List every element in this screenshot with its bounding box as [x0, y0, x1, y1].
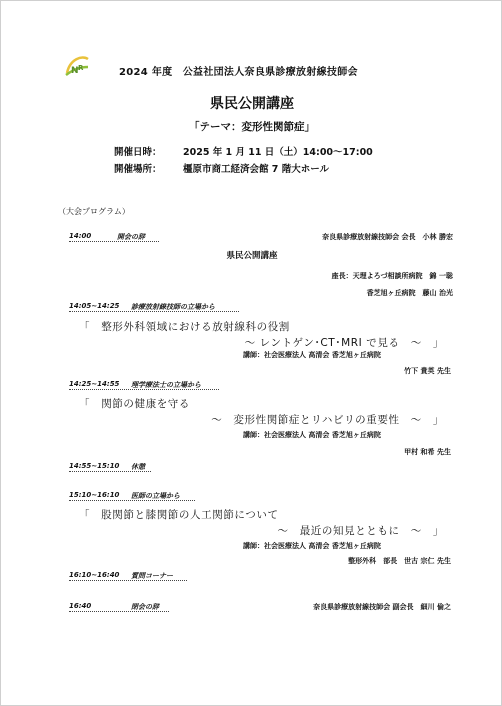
- session3-role: 医師の立場から: [131, 492, 180, 500]
- session2-title-line1: 「 関節の健康を守る: [79, 398, 190, 410]
- chair-line-2: 香芝旭ヶ丘病院 藤山 治光: [366, 289, 453, 297]
- session2-affiliation: 講師：社会医療法人 高清会 香芝旭ヶ丘病院: [243, 431, 381, 439]
- session2-title-line2: ～ 変形性関節症とリハビリの重要性 ～ 」: [211, 414, 444, 426]
- closing-label: 閉会の辞: [131, 603, 159, 611]
- organization-line: 2024 年度 公益社団法人奈良県診療放射線技師会: [119, 67, 358, 78]
- session1-affiliation: 講師：社会医療法人 高清会 香芝旭ヶ丘病院: [243, 351, 381, 359]
- closing-rule: [69, 611, 169, 612]
- session1-role: 診療放射線技師の立場から: [131, 303, 215, 311]
- session3-affiliation: 講師：社会医療法人 高清会 香芝旭ヶ丘病院: [243, 542, 381, 550]
- date-value: 2025 年 1 月 11 日（土）14:00～17:00: [183, 147, 373, 158]
- session3-time: 15:10~16:10: [69, 491, 120, 499]
- svg-text:R: R: [78, 64, 84, 72]
- chair-line-1: 座長：天理よろづ相談所病院 錦 一聡: [331, 272, 453, 280]
- session3-speaker: 整形外科 部長 世古 宗仁 先生: [348, 557, 451, 565]
- break-label: 休憩: [131, 463, 145, 471]
- session1-title-line2: ～ レントゲン･CT･MRI で見る ～ 」: [244, 337, 444, 349]
- session2-rule: [69, 389, 219, 390]
- qa-time: 16:10~16:40: [69, 571, 120, 579]
- venue-label: 開催場所：: [114, 164, 162, 175]
- session3-rule: [69, 500, 195, 501]
- session1-speaker: 竹下 貴英 先生: [404, 367, 451, 375]
- session3-title-line2: ～ 最近の知見とともに ～ 」: [277, 525, 444, 537]
- session1-time: 14:05~14:25: [69, 302, 120, 310]
- association-logo: [64, 53, 90, 79]
- qa-label: 質問コーナー: [131, 572, 173, 580]
- opening-rule: [69, 241, 159, 242]
- closing-speaker: 奈良県診療放射線技師会 副会長 細川 倫之: [313, 603, 451, 611]
- session3-title-line1: 「 股関節と膝関節の人工関節について: [79, 509, 279, 521]
- program-heading: （大会プログラム）: [58, 207, 130, 216]
- opening-label: 開会の辞: [117, 233, 145, 241]
- date-label: 開催日時：: [114, 147, 162, 158]
- session2-role: 理学療法士の立場から: [131, 381, 201, 389]
- session1-title-line1: 「 整形外科領域における放射線科の役割: [79, 321, 290, 333]
- page-title: 県民公開講座: [210, 96, 294, 112]
- svg-text:N: N: [71, 66, 79, 76]
- break-time: 14:55~15:10: [69, 462, 120, 470]
- session1-rule: [69, 311, 239, 312]
- lecture-section-title: 県民公開講座: [226, 251, 278, 261]
- break-rule: [69, 471, 151, 472]
- venue-value: 橿原市商工経済会館 7 階大ホール: [183, 164, 330, 175]
- session2-time: 14:25~14:55: [69, 380, 120, 388]
- closing-time: 16:40: [69, 602, 92, 610]
- session2-speaker: 甲村 和希 先生: [404, 448, 451, 456]
- opening-speaker: 奈良県診療放射線技師会 会長 小林 勝宏: [322, 233, 453, 241]
- theme-line: 「テーマ：変形性関節症」: [189, 121, 315, 133]
- qa-rule: [69, 580, 187, 581]
- opening-time: 14:00: [69, 232, 92, 240]
